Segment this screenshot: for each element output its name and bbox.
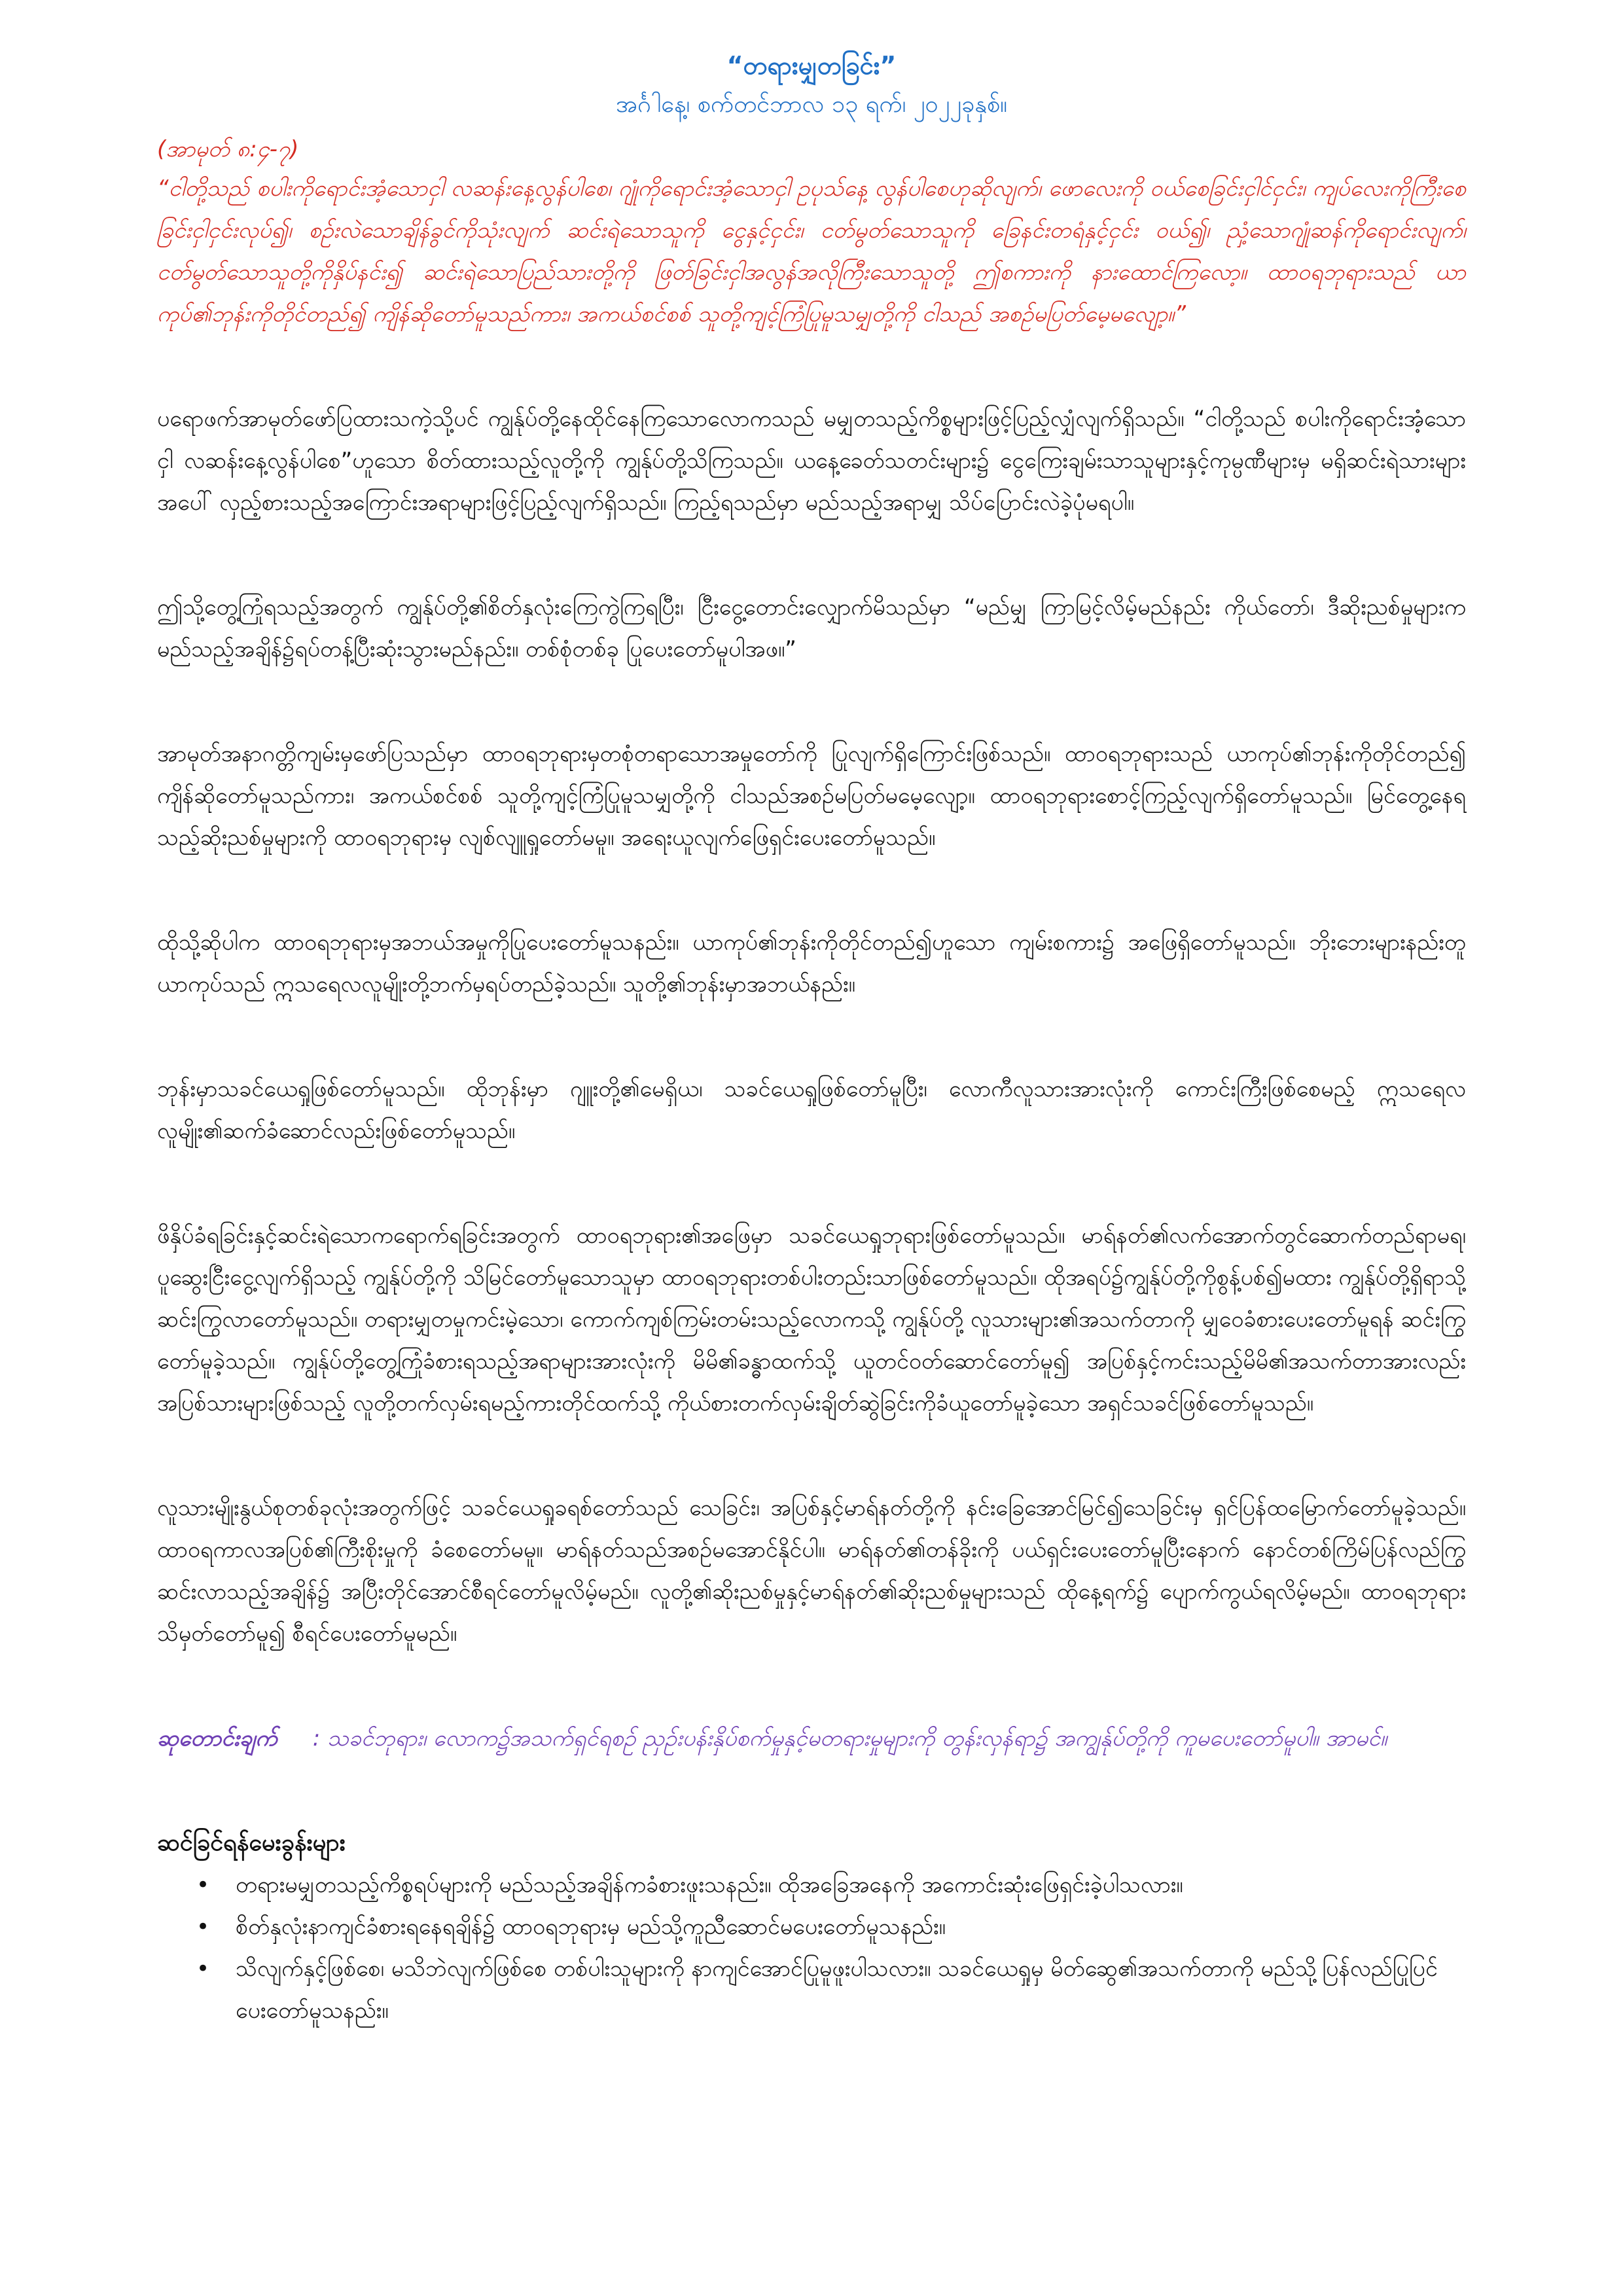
body-paragraph-6: ဖိနှိပ်ခံရခြင်းနှင့်ဆင်းရဲသောကရောက်ရခြင်းအတွက် ထာဝရဘုရား၏အဖြေမှာ သခင်ယေရှုဘုရားဖြစ်တော်မူသည်။ မာရ်နတ်၏လက်အောက်တွင်ဆောက်တည်ရာမရ၊ ပူဆွေးငြီးငွေ့လျက်ရှိသည့် ကျွန်ုပ်တို့ကို သိမြင်တော်မူသောသူမှာ ထာဝရဘုရားတစ်ပါးတည်းသာဖြစ်တော်မူသည်။ ထိုအရပ်၌ကျွန်ုပ်တို့ကိုစွန့်ပစ်၍မထား ကျွန်ုပ်တို့ရှိရာသို့ဆင်းကြွလာတော်မူသည်။ တရားမျှတမှုကင်းမဲ့သော၊ ကောက်ကျစ်ကြမ်းတမ်းသည့်လောကသို့ ကျွန်ုပ်တို့ လူသားများ၏အသက်တာကို မျှဝေခံစားပေးတော်မူရန် ဆင်းကြွတော်မူခဲ့သည်။ ကျွန်ုပ်တို့တွေ့ကြုံခံစားရသည့်အရာများအားလုံးကို မိမိ၏ခန္ဓာထက်သို့ ယူတင်ဝတ်ဆောင်တော်မူ၍ အပြစ်နှင့်ကင်းသည့်မိမိ၏အသက်တာအားလည်း အပြစ်သားများဖြစ်သည့် လူတို့တက်လှမ်းရမည့်ကားတိုင်ထက်သို့ ကိုယ်စားတက်လှမ်းချိတ်ဆွဲခြင်းကိုခံယူတော်မူခဲ့သော အရှင်သခင်ဖြစ်တော်မူသည်။ bbox=[157, 1223, 1466, 1416]
body-paragraph-1: ပရောဖက်အာမုတ်ဖော်ပြထားသကဲ့သို့ပင် ကျွန်ုပ်တို့နေထိုင်နေကြသောလောကသည် မမျှတသည့်ကိစ္စများဖြင့်ပြည့်လျှံလျက်ရှိသည်။ “ငါတို့သည် စပါးကိုရောင်းအံ့သောငှါ လဆန်းနေ့လွန်ပါစေ”ဟူသော စိတ်ထားသည့်လူတို့ကို ကျွန်ုပ်တို့သိကြသည်။ ယနေ့ခေတ်သတင်းများ၌ ငွေကြေးချမ်းသာသူများနှင့်ကုမ္ပဏီများမှ မရှိဆင်းရဲသားများအပေါ် လှည့်စားသည့်အကြောင်းအရာများဖြင့်ပြည့်လျက်ရှိသည်။ ကြည့်ရသည်မှာ မည်သည့်အရာမျှ သိပ်ပြောင်းလဲခဲ့ပုံမရပါ။ bbox=[157, 406, 1466, 516]
scripture-reference: (အာမုတ် ၈:၄-၇) bbox=[157, 136, 299, 162]
body-paragraph-3: အာမုတ်အနာဂတ္တိကျမ်းမှဖော်ပြသည်မှာ ထာဝရဘုရားမှတစုံတရာသောအမှုတော်ကို ပြုလျက်ရှိကြောင်းဖြစ်သည်။ ထာဝရဘုရားသည် ယာကုပ်၏ဘုန်းကိုတိုင်တည်၍ ကျိန်ဆိုတော်မူသည်ကား၊ အကယ်စင်စစ် သူတို့ကျင့်ကြံပြုမူသမျှတို့ကို ငါသည်အစဉ်မပြတ်မမေ့လျော့။ ထာဝရဘုရားစောင့်ကြည့်လျက်ရှိတော်မူသည်။ မြင်တွေ့နေရသည့်ဆိုးညစ်မှုများကို ထာဝရဘုရားမှ လျစ်လျူရှုတော်မမူ။ အရေးယူလျက်ဖြေရှင်းပေးတော်မူသည်။ bbox=[157, 741, 1466, 851]
questions-heading: ဆင်ခြင်ရန်မေးခွန်းများ bbox=[157, 1829, 346, 1856]
bullet-icon: • bbox=[196, 1872, 210, 1898]
question-text: သိလျက်နှင့်ဖြစ်စေ၊ မသိဘဲလျက်ဖြစ်စေ တစ်ပါးသူများကို နာကျင်အောင်ပြုမူဖူးပါသလား။ သခင်ယေရှုမှ မိတ်ဆွေ၏အသက်တာကို မည်သို့ပြန်လည်ပြုပြင်ပေးတော်မူသနည်း။ bbox=[236, 1956, 1438, 2024]
scripture-text: “ငါတို့သည် စပါးကိုရောင်းအံ့သောငှါ လဆန်းနေ့လွန်ပါစေ၊ ဂျုံကိုရောင်းအံ့သောငှါ ဥပုသ်နေ့ လွန်ပါစေဟုဆိုလျက်၊ ဖောလေးကို ဝယ်စေခြင်းငှါင်ငှင်း၊ ကျပ်လေးကိုကြီးစေခြင်းငှါငှင်းလုပ်၍၊ စဉ်းလဲသောချိန်ခွင်ကိုသုံးလျက် ဆင်းရဲသောသူကို ငွေနှင့်ငှင်း၊ ငတ်မွတ်သောသူကို ခြေနင်းတရံနှင့်ငှင်း ဝယ်၍၊ ညှံ့သောဂျုံဆန်ကိုရောင်းလျက်၊ ငတ်မွတ်သောသူတို့ကိုနှိပ်နင်း၍ ဆင်းရဲသောပြည်သားတို့ကို ဖြတ်ခြင်းငှါအလွန်အလိုကြီးသောသူတို့ ဤစကားကို နားထောင်ကြလော့။ ထာဝရဘုရားသည် ယာကုပ်၏ဘုန်းကိုတိုင်တည်၍ ကျိန်ဆိုတော်မူသည်ကား၊ အကယ်စင်စစ် သူတို့ကျင့်ကြံပြုမူသမျှတို့ကို ငါသည် အစဉ်မပြတ်မေ့မလျော့။” bbox=[157, 175, 1466, 327]
question-item bbox=[196, 1948, 1466, 2032]
body-paragraph-2: ဤသို့တွေ့ကြုံရသည့်အတွက် ကျွန်ုပ်တို့၏စိတ်နှလုံးကြေကွဲကြရပြီး၊ ငြီးငွေ့တောင်းလျှောက်မိသည်မှာ “မည်မျှ ကြာမြင့်လိမ့်မည်နည်း ကိုယ်တော်၊ ဒီဆိုးညစ်မှုများက မည်သည့်အချိန်၌ရပ်တန့်ပြီးဆုံးသွားမည်နည်း။ တစ်စုံတစ်ခု ပြုပေးတော်မူပါအဖ။” bbox=[157, 594, 1466, 662]
bullet-icon: • bbox=[196, 1956, 210, 1982]
question-item bbox=[196, 1906, 1466, 1948]
prayer-block bbox=[157, 1717, 1466, 1759]
prayer-label: ဆုတောင်းချက် bbox=[157, 1725, 277, 1751]
devotional-page bbox=[157, 46, 1466, 2032]
questions-list bbox=[157, 1864, 1466, 2032]
page-title: “တရားမျှတခြင်း” bbox=[726, 51, 897, 80]
body-paragraph-7: လူသားမျိုးနွယ်စုတစ်ခုလုံးအတွက်ဖြင့် သခင်ယေရှုခရစ်တော်သည် သေခြင်း၊ အပြစ်နှင့်မာရ်နတ်တို့ကို နင်းခြေအောင်မြင်၍သေခြင်းမှ ရှင်ပြန်ထမြောက်တော်မူခဲ့သည်။ ထာဝရကာလအပြစ်၏ကြီးစိုးမှုကို ခံစေတော်မမူ။ မာရ်နတ်သည်အစဉ်မအောင်နိုင်ပါ။ မာရ်နတ်၏တန်ခိုးကို ပယ်ရှင်းပေးတော်မူပြီးနောက် နောင်တစ်ကြိမ်ပြန်လည်ကြွဆင်းလာသည့်အချိန်၌ အပြီးတိုင်အောင်စီရင်တော်မူလိမ့်မည်။ လူတို့၏ဆိုးညစ်မှုနှင့်မာရ်နတ်၏ဆိုးညစ်မှုများသည် ထိုနေ့ရက်၌ ပျောက်ကွယ်ရလိမ့်မည်။ ထာဝရဘုရားသိမှတ်တော်မူ၍ စီရင်ပေးတော်မူမည်။ bbox=[157, 1495, 1466, 1647]
question-item bbox=[196, 1864, 1466, 1906]
prayer-text: : သခင်ဘုရား၊ လောက၌အသက်ရှင်ရစဉ် ညှဉ်းပန်းနှိပ်စက်မှုနှင့်မတရားမှုများကို တွန်းလှန်ရာ၌ အကျွန်ုပ်တို့ကို ကူမပေးတော်မူပါ။ အာမင်။ bbox=[312, 1725, 1387, 1751]
date-line: အင်္ဂါနေ့၊ စက်တင်ဘာလ ၁၃ ရက်၊ ၂၀၂၂ခုနှစ်။ bbox=[615, 91, 1008, 118]
body-paragraph-5: ဘုန်းမှာသခင်ယေရှုဖြစ်တော်မူသည်။ ထိုဘုန်းမှာ ဂျူးတို့၏မေရှိယ၊ သခင်ယေရှုဖြစ်တော်မူပြီး၊ လောကီလူသားအားလုံးကို ကောင်းကြီးဖြစ်စေမည့် ဣသရေလလူမျိုး၏ဆက်ခံဆောင်လည်းဖြစ်တော်မူသည်။ bbox=[157, 1076, 1466, 1144]
question-text: စိတ်နှလုံးနာကျင်ခံစားရနေရချိန်၌ ထာဝရဘုရားမှ မည်သို့ကူညီဆောင်မပေးတော်မူသနည်း။ bbox=[236, 1914, 946, 1940]
question-text: တရားမမျှတသည့်ကိစ္စရပ်များကို မည်သည့်အချိန်ကခံစားဖူးသနည်း။ ထိုအခြေအနေကို အကောင်းဆုံးဖြေရှင်းခဲ့ပါသလား။ bbox=[236, 1872, 1183, 1898]
body-paragraph-4: ထိုသို့ဆိုပါက ထာဝရဘုရားမှအဘယ်အမှုကိုပြုပေးတော်မူသနည်း။ ယာကုပ်၏ဘုန်းကိုတိုင်တည်၍ဟူသော ကျမ်းစကား၌ အဖြေရှိတော်မူသည်။ ဘိုးဘေးများနည်းတူ ယာကုပ်သည် ဣသရေလလူမျိုးတို့ဘက်မှရပ်တည်ခဲ့သည်။ သူတို့၏ဘုန်းမှာအဘယ်နည်း။ bbox=[157, 929, 1466, 997]
bullet-icon: • bbox=[196, 1914, 210, 1940]
